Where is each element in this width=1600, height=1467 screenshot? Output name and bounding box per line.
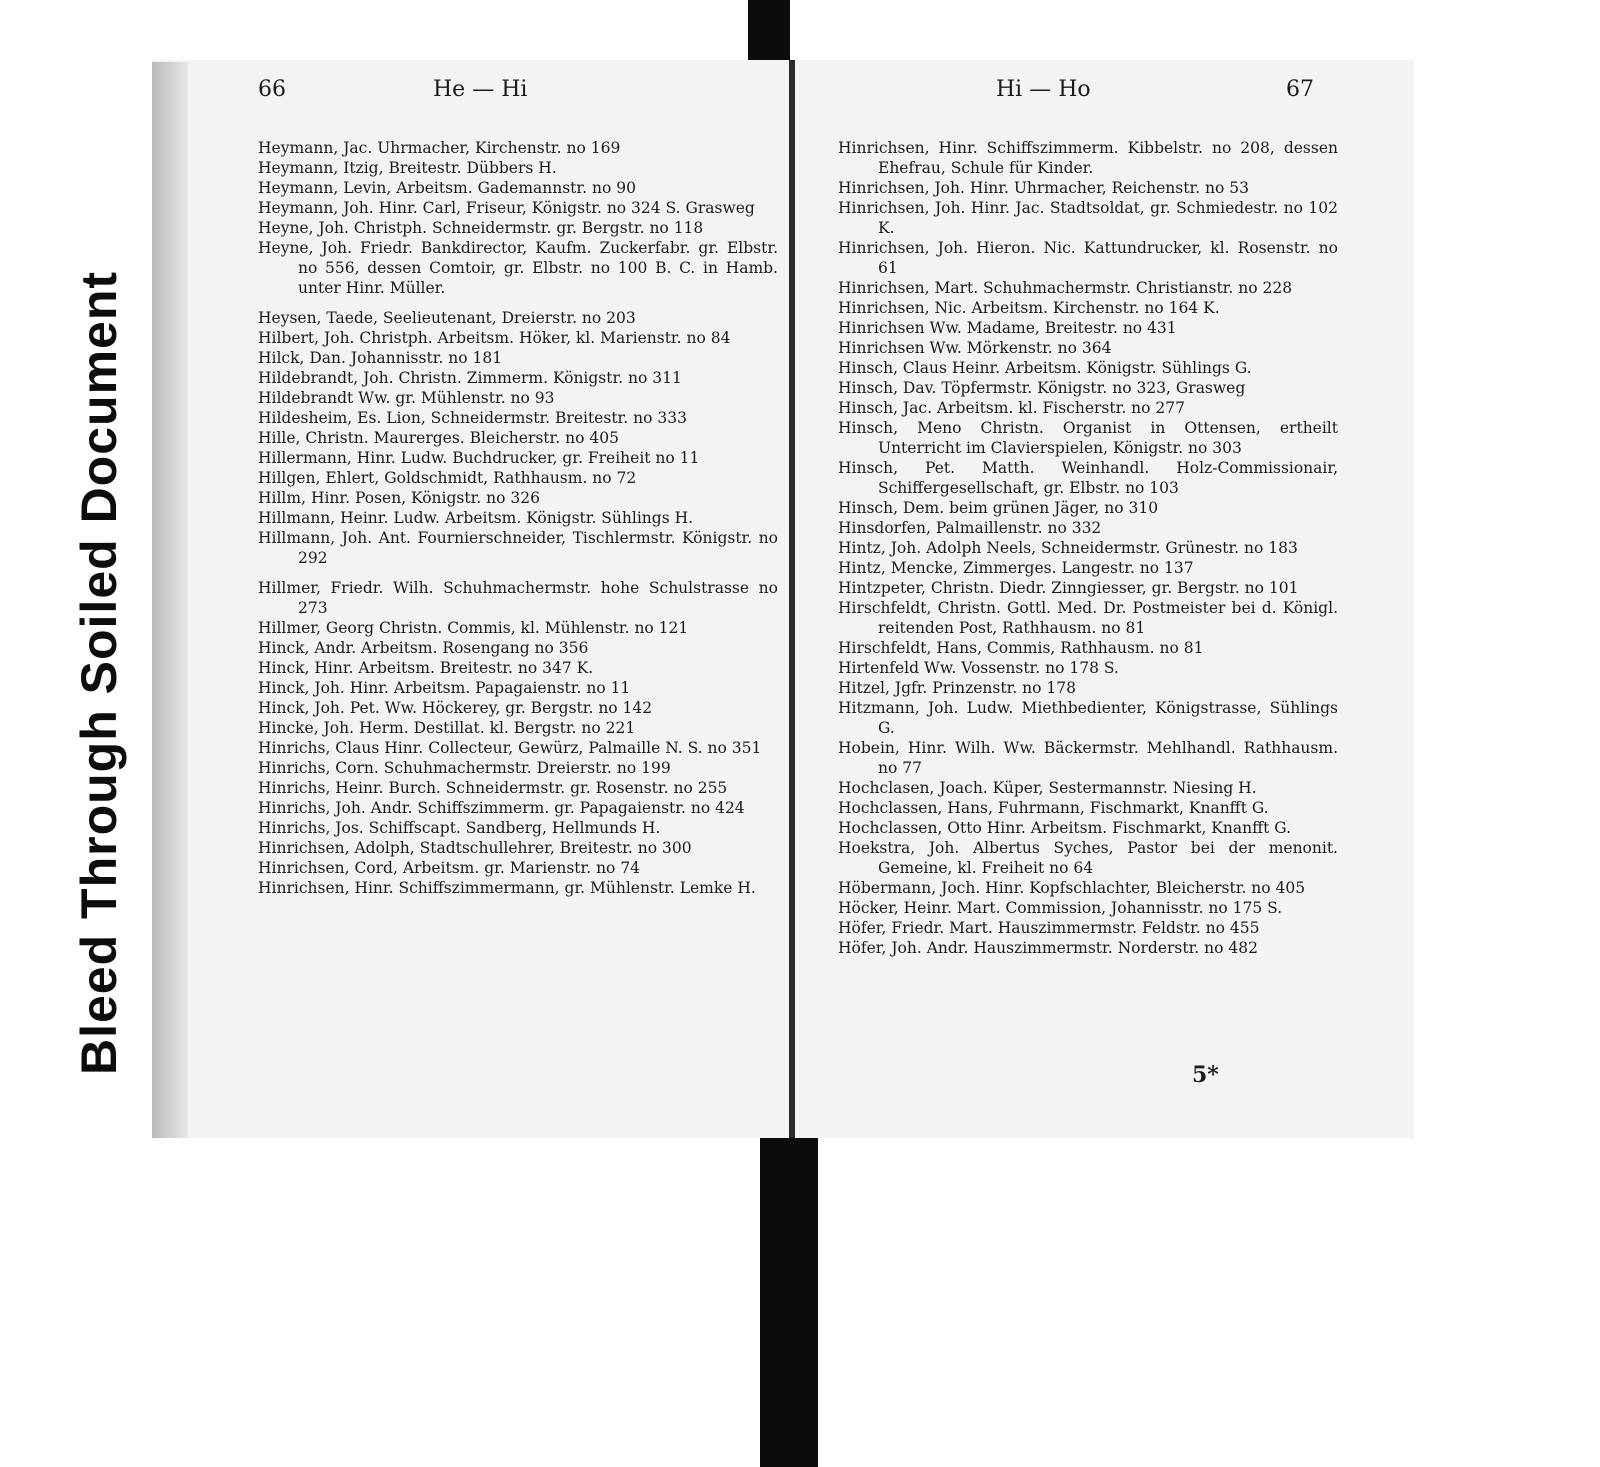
directory-entry: Hinrichs, Claus Hinr. Collecteur, Gewürz, Palmaille N. S. no 351 xyxy=(258,739,762,757)
signature-mark: 5* xyxy=(1192,1062,1219,1088)
watermark-label: Bleed Through Soiled Document xyxy=(71,270,127,1075)
directory-entry: Hinck, Joh. Pet. Ww. Höckerey, gr. Bergstr. no 142 xyxy=(258,699,653,717)
directory-entry: Hilbert, Joh. Christph. Arbeitsm. Höker, kl. Marienstr. no 84 xyxy=(258,329,731,347)
directory-entry: Hinrichsen Ww. Madame, Breitestr. no 431 xyxy=(838,319,1177,337)
directory-entry: Hirschfeldt, Hans, Commis, Rathhausm. no 81 xyxy=(838,639,1204,657)
directory-entry: Hinrichsen, Adolph, Stadtschullehrer, Breitestr. no 300 xyxy=(258,839,692,857)
directory-entry: Hobein, Hinr. Wilh. Ww. Bäckermstr. Mehlhandl. Rathhausm. no 77 xyxy=(838,739,1338,777)
directory-entry: Hille, Christn. Maurerges. Bleicherstr. no 405 xyxy=(258,429,619,447)
directory-entry: Hillmann, Joh. Ant. Fournierschneider, Tischlermstr. Königstr. no 292 xyxy=(258,529,778,567)
directory-entry: Hillmer, Georg Christn. Commis, kl. Mühlenstr. no 121 xyxy=(258,619,689,637)
directory-entry: Hirtenfeld Ww. Vossenstr. no 178 S. xyxy=(838,659,1119,677)
directory-entry: Höfer, Friedr. Mart. Hauszimmermstr. Feldstr. no 455 xyxy=(838,919,1260,937)
directory-entry: Höfer, Joh. Andr. Hauszimmermstr. Norderstr. no 482 xyxy=(838,939,1258,957)
directory-entry: Hochclassen, Otto Hinr. Arbeitsm. Fischmarkt, Knanfft G. xyxy=(838,819,1292,837)
directory-entry: Hinsch, Meno Christn. Organist in Ottensen, ertheilt Unterricht im Clavierspielen, Königstr. no 303 xyxy=(838,419,1338,457)
directory-entry: Hinrichs, Joh. Andr. Schiffszimmerm. gr. Papagaienstr. no 424 xyxy=(258,799,745,817)
directory-entry: Hinrichsen, Joh. Hieron. Nic. Kattundrucker, kl. Rosenstr. no 61 xyxy=(838,239,1338,277)
left-page-number: 66 xyxy=(258,77,286,102)
binding-strip-top xyxy=(748,0,790,60)
directory-entry: Hinck, Joh. Hinr. Arbeitsm. Papagaienstr. no 11 xyxy=(258,679,631,697)
directory-entry: Hinsch, Jac. Arbeitsm. kl. Fischerstr. no 277 xyxy=(838,399,1185,417)
directory-entry: Heymann, Jac. Uhrmacher, Kirchenstr. no 169 xyxy=(258,139,621,157)
directory-entry: Hintzpeter, Christn. Diedr. Zinngiesser, gr. Bergstr. no 101 xyxy=(838,579,1299,597)
directory-entry: Heysen, Taede, Seelieutenant, Dreierstr. no 203 xyxy=(258,309,636,327)
directory-entry: Hoekstra, Joh. Albertus Syches, Pastor bei der menonit. Gemeine, kl. Freiheit no 64 xyxy=(838,839,1338,877)
directory-entry: Hillmer, Friedr. Wilh. Schuhmachermstr. hohe Schulstrasse no 273 xyxy=(258,579,778,617)
directory-entry: Hillermann, Hinr. Ludw. Buchdrucker, gr. Freiheit no 11 xyxy=(258,449,700,467)
directory-entry: Hinrichsen, Joh. Hinr. Jac. Stadtsoldat, gr. Schmiedestr. no 102 K. xyxy=(838,199,1338,237)
directory-entry: Hinsch, Pet. Matth. Weinhandl. Holz-Commissionair, Schiffergesellschaft, gr. Elbstr. no 103 xyxy=(838,459,1338,497)
directory-entry: Hillgen, Ehlert, Goldschmidt, Rathhausm. no 72 xyxy=(258,469,637,487)
right-page-title: Hi — Ho xyxy=(996,77,1091,102)
directory-entry: Heymann, Itzig, Breitestr. Dübbers H. xyxy=(258,159,557,177)
directory-entry: Hinrichs, Jos. Schiffscapt. Sandberg, Hellmunds H. xyxy=(258,819,661,837)
left-entry-list xyxy=(258,138,778,898)
directory-entry: Hinrichs, Heinr. Burch. Schneidermstr. gr. Rosenstr. no 255 xyxy=(258,779,728,797)
directory-entry: Hinsch, Claus Heinr. Arbeitsm. Königstr. Sühlings G. xyxy=(838,359,1252,377)
directory-entry: Heymann, Levin, Arbeitsm. Gademannstr. no 90 xyxy=(258,179,636,197)
directory-entry: Hincke, Joh. Herm. Destillat. kl. Bergstr. no 221 xyxy=(258,719,636,737)
right-page-header xyxy=(838,70,1338,110)
directory-entry: Hinck, Hinr. Arbeitsm. Breitestr. no 347 K. xyxy=(258,659,594,677)
directory-entry: Hildebrandt, Joh. Christn. Zimmerm. Königstr. no 311 xyxy=(258,369,682,387)
directory-entry: Höbermann, Joch. Hinr. Kopfschlachter, Bleicherstr. no 405 xyxy=(838,879,1306,897)
book-gutter xyxy=(789,60,795,1138)
directory-entry: Hochclassen, Hans, Fuhrmann, Fischmarkt, Knanfft G. xyxy=(838,799,1269,817)
left-page-title: He — Hi xyxy=(433,77,528,102)
directory-entry: Hinrichsen, Nic. Arbeitsm. Kirchenstr. no 164 K. xyxy=(838,299,1220,317)
directory-entry: Hinck, Andr. Arbeitsm. Rosengang no 356 xyxy=(258,639,589,657)
directory-entry: Heyne, Joh. Friedr. Bankdirector, Kaufm. Zuckerfabr. gr. Elbstr. no 556, dessen Comtoir, gr. Elbstr. no 100 B. C. in Hamb. unter Hinr. Müller. xyxy=(258,239,778,297)
directory-entry: Hillmann, Heinr. Ludw. Arbeitsm. Königstr. Sühlings H. xyxy=(258,509,694,527)
directory-entry: Heyne, Joh. Christph. Schneidermstr. gr. Bergstr. no 118 xyxy=(258,219,704,237)
directory-entry: Hitzel, Jgfr. Prinzenstr. no 178 xyxy=(838,679,1076,697)
page-edge-shadow xyxy=(152,62,188,1138)
directory-entry: Heymann, Joh. Hinr. Carl, Friseur, Königstr. no 324 S. Grasweg xyxy=(258,199,755,217)
directory-entry: Hilck, Dan. Johannisstr. no 181 xyxy=(258,349,503,367)
directory-entry: Hildesheim, Es. Lion, Schneidermstr. Breitestr. no 333 xyxy=(258,409,687,427)
directory-entry: Hochclasen, Joach. Küper, Sestermannstr. Niesing H. xyxy=(838,779,1257,797)
directory-entry: Hinrichsen, Hinr. Schiffszimmermann, gr. Mühlenstr. Lemke H. xyxy=(258,879,756,897)
directory-entry: Hinrichsen, Joh. Hinr. Uhrmacher, Reichenstr. no 53 xyxy=(838,179,1249,197)
right-page-number: 67 xyxy=(1286,77,1314,102)
right-entry-list xyxy=(838,138,1338,958)
directory-entry: Hinrichs, Corn. Schuhmachermstr. Dreierstr. no 199 xyxy=(258,759,671,777)
left-page xyxy=(258,70,778,898)
directory-entry: Hintz, Mencke, Zimmerges. Langestr. no 137 xyxy=(838,559,1194,577)
directory-entry: Hinsdorfen, Palmaillenstr. no 332 xyxy=(838,519,1102,537)
directory-entry: Hintz, Joh. Adolph Neels, Schneidermstr. Grünestr. no 183 xyxy=(838,539,1298,557)
directory-entry: Hitzmann, Joh. Ludw. Miethbedienter, Königstrasse, Sühlings G. xyxy=(838,699,1338,737)
directory-entry: Hinsch, Dav. Töpfermstr. Königstr. no 323, Grasweg xyxy=(838,379,1246,397)
directory-entry: Hinrichsen, Cord, Arbeitsm. gr. Marienstr. no 74 xyxy=(258,859,641,877)
directory-entry: Hildebrandt Ww. gr. Mühlenstr. no 93 xyxy=(258,389,555,407)
directory-entry: Hinrichsen Ww. Mörkenstr. no 364 xyxy=(838,339,1112,357)
directory-entry: Hillm, Hinr. Posen, Königstr. no 326 xyxy=(258,489,540,507)
right-page xyxy=(838,70,1338,958)
directory-entry: Hinrichsen, Mart. Schuhmachermstr. Christianstr. no 228 xyxy=(838,279,1293,297)
binding-strip-bottom xyxy=(760,1135,818,1467)
directory-entry: Hirschfeldt, Christn. Gottl. Med. Dr. Postmeister bei d. Königl. reitenden Post, Rathhausm. no 81 xyxy=(838,599,1338,637)
left-page-header xyxy=(258,70,778,110)
directory-entry: Höcker, Heinr. Mart. Commission, Johannisstr. no 175 S. xyxy=(838,899,1283,917)
directory-entry: Hinrichsen, Hinr. Schiffszimmerm. Kibbelstr. no 208, dessen Ehefrau, Schule für Kinder. xyxy=(838,139,1338,177)
directory-entry: Hinsch, Dem. beim grünen Jäger, no 310 xyxy=(838,499,1159,517)
